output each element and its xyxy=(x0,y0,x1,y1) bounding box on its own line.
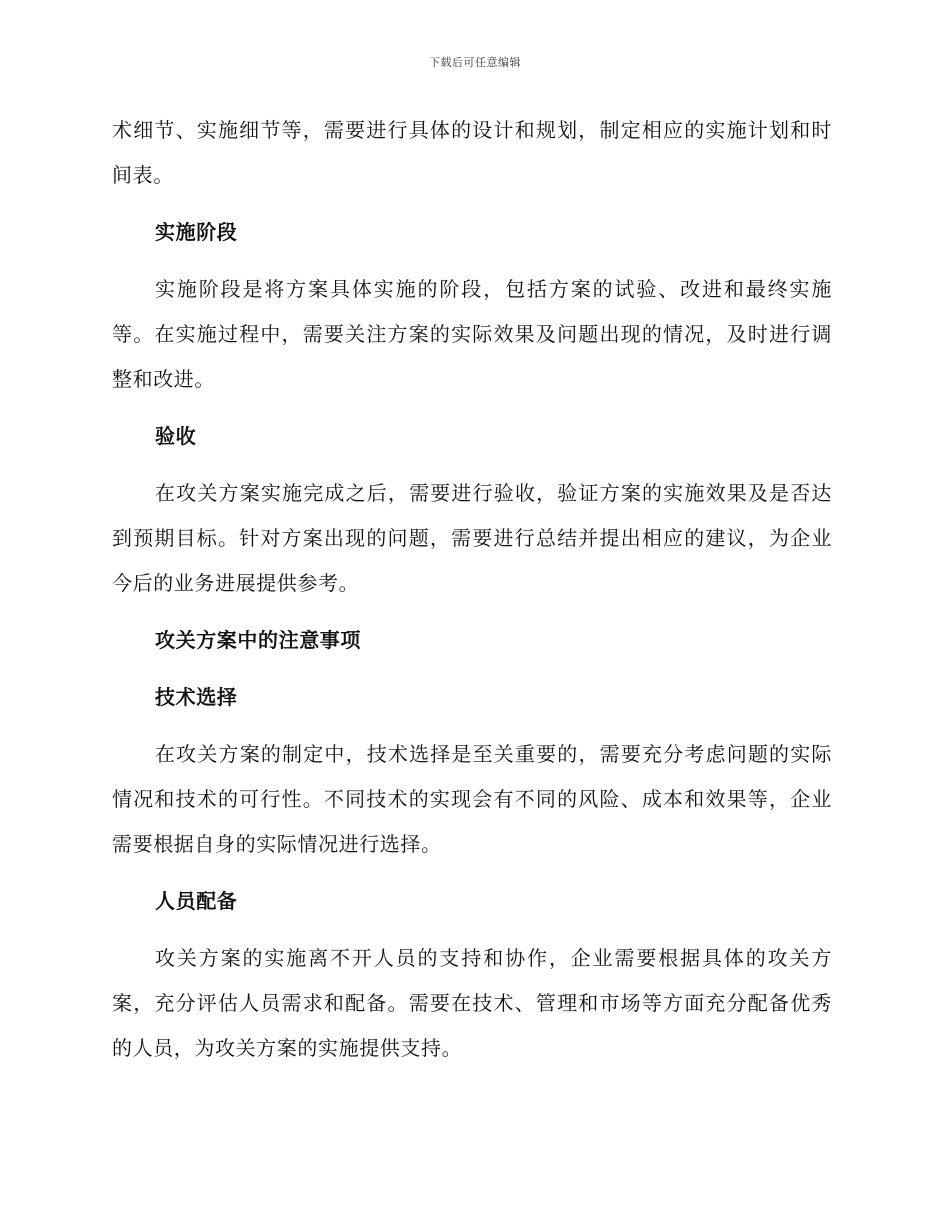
paragraph-implementation: 实施阶段是将方案具体实施的阶段，包括方案的试验、改进和最终实施等。在实施过程中，需要关注方案的实际效果及问题出现的情况，及时进行调整和改进。 xyxy=(112,277,832,391)
section-heading-acceptance: 验收 xyxy=(155,424,197,448)
section-heading-technology: 技术选择 xyxy=(155,685,238,709)
section-heading-implementation: 实施阶段 xyxy=(155,220,238,244)
paragraph-staffing: 攻关方案的实施离不开人员的支持和协作，企业需要根据具体的攻关方案，充分评估人员需求和配备。需要在技术、管理和市场等方面充分配备优秀的人员，为攻关方案的实施提供支持。 xyxy=(112,946,832,1060)
paragraph-acceptance: 在攻关方案实施完成之后，需要进行验收，验证方案的实施效果及是否达到预期目标。针对方案出现的问题，需要进行总结并提出相应的建议，为企业今后的业务进展提供参考。 xyxy=(112,481,832,595)
page-header: 下载后可任意编辑 xyxy=(429,56,521,69)
section-heading-staffing: 人员配备 xyxy=(155,889,238,913)
section-heading-notes: 攻关方案中的注意事项 xyxy=(155,628,361,652)
paragraph-continuation: 术细节、实施细节等，需要进行具体的设计和规划，制定相应的实施计划和时间表。 xyxy=(112,118,832,187)
paragraph-technology: 在攻关方案的制定中，技术选择是至关重要的，需要充分考虑问题的实际情况和技术的可行性。不同技术的实现会有不同的风险、成本和效果等，企业需要根据自身的实际情况进行选择。 xyxy=(112,742,832,856)
document-body xyxy=(112,108,832,1071)
